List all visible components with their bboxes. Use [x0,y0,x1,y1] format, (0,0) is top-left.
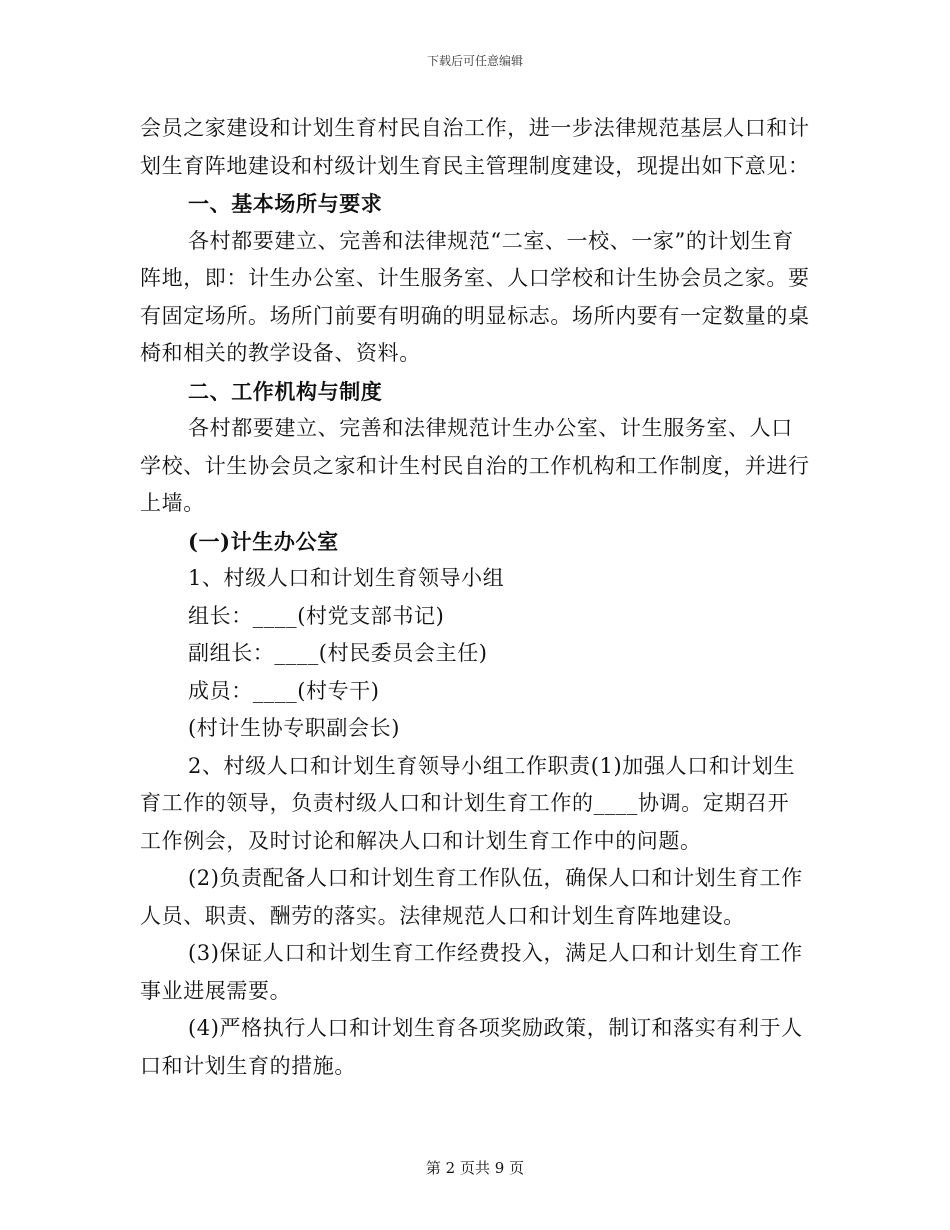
intro-paragraph: 会员之家建设和计划生育村民自治工作，进一步法律规范基层人口和计划生育阵地建设和村级计划生育民主管理制度建设，现提出如下意见： [140,116,810,178]
header-note: 下载后可任意编辑 [426,54,523,68]
page-footer: 第 2 页共 9 页 [425,1159,525,1177]
list-item-leader: 组长：____(村党支部书记) [188,603,445,628]
list-item-member-note: (村计生协专职副会长) [188,716,400,740]
section-1-paragraph: 各村都要建立、完善和法律规范“二室、一校、一家”的计划生育阵地，即：计生办公室、计生服务室、人口学校和计生协会员之家。要有固定场所。场所门前要有明确的明显标志。场所内要有一定数量的桌椅和相关的教学设备、资料。 [140,228,810,365]
list-item-vice-leader: 副组长：____(村民委员会主任) [188,641,488,665]
duty-paragraph-4: (4)严格执行人口和计划生育各项奖励政策，制订和落实有利于人口和计划生育的措施。 [140,1016,803,1078]
list-item-group-title: 1、村级人口和计划生育领导小组 [188,566,505,590]
section-heading-2: 二、工作机构与制度 [188,378,383,404]
duty-paragraph-3: (3)保证人口和计划生育工作经费投入，满足人口和计划生育工作事业进展需要。 [140,941,803,1003]
section-2-paragraph: 各村都要建立、完善和法律规范计生办公室、计生服务室、人口学校、计生协会员之家和计生村民自治的工作机构和工作制度，并进行上墙。 [140,416,810,515]
duty-paragraph-1: 2、村级人口和计划生育领导小组工作职责(1)加强人口和计划生育工作的领导，负责村级人口和计划生育工作的____协调。定期召开工作例会，及时讨论和解决人口和计划生育工作中的问题。 [140,753,796,853]
duty-paragraph-2: (2)负责配备人口和计划生育工作队伍，确保人口和计划生育工作人员、职责、酬劳的落实。法律规范人口和计划生育阵地建设。 [140,866,803,928]
list-item-member: 成员：____(村专干) [188,678,380,703]
subsection-heading-1: (一)计生办公室 [188,528,339,554]
section-heading-1: 一、基本场所与要求 [188,191,383,216]
document-body [140,110,810,1085]
